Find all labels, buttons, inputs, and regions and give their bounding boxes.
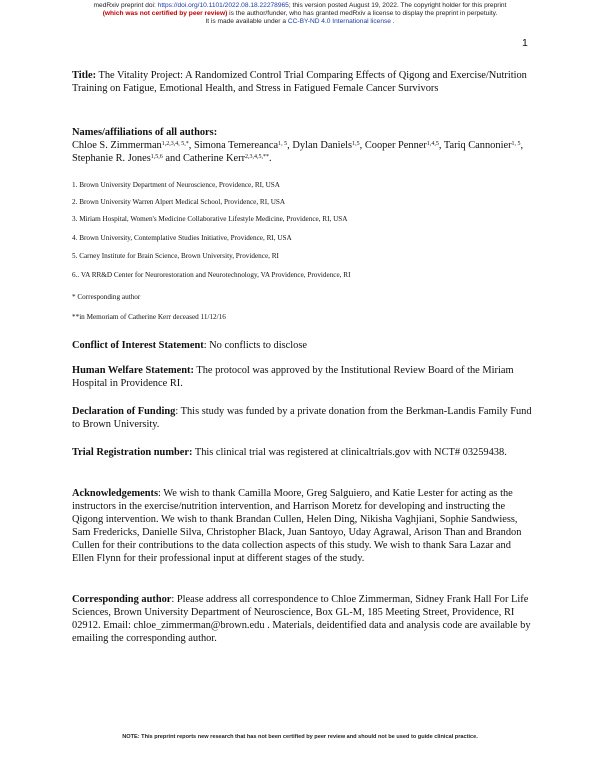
funding-label: Declaration of Funding bbox=[72, 406, 176, 417]
author-name: Cooper Penner bbox=[364, 140, 427, 151]
welfare-label: Human Welfare Statement: bbox=[72, 365, 194, 376]
author-affil-sup: 1, 5 bbox=[511, 141, 521, 147]
corresponding-note: * Corresponding author bbox=[72, 293, 141, 301]
email-link[interactable]: chloe_zimmerman@brown.edu bbox=[133, 620, 265, 631]
affiliation-6: 6.. VA RR&D Center for Neurorestoration and Neurotechnology, VA Providence, Providence, RI bbox=[72, 271, 351, 279]
preprint-footer-note: NOTE: This preprint reports new research that has not been certified by peer review and should not be used to guide clinical practice. bbox=[122, 734, 478, 740]
affiliation-1: 1. Brown University Department of Neuroscience, Providence, RI, USA bbox=[72, 181, 280, 189]
trial-label: Trial Registration number: bbox=[72, 447, 193, 458]
author-affil-sup: 1, 5 bbox=[278, 141, 288, 147]
ack-label: Acknowledgements bbox=[72, 488, 159, 499]
author-name: Tariq Cannonier bbox=[443, 140, 512, 151]
paper-title bbox=[72, 69, 534, 95]
title-text: The Vitality Project: A Randomized Control Trial Comparing Effects of Qigong and Exercise/Nutrition Training on Fatigue, Emotional Health, and Stress in Fatigued Female Cancer Survivors bbox=[72, 70, 527, 94]
header-line-1: medRxiv preprint doi: https://doi.org/10.1101/2022.08.18.22278965; this version posted August 19, 2022. The copyright holder for this preprint bbox=[93, 2, 507, 9]
conflict-statement: Conflict of Interest Statement: No conflicts to disclose bbox=[72, 340, 308, 351]
author-affil-sup: 2,3,4,5,** bbox=[245, 154, 270, 160]
author-name: Simona Temereanca bbox=[193, 140, 279, 151]
author-list: Chloe S. Zimmerman$^{1,2,3,4, 5,*}$, Simona Temereanca$^{1, 5}$, Dylan Daniels$^{1,5}$, Cooper Penner$^{1,4,5}$, Tariq Cannonier$^{1, 5}$, Stephanie R. Jones$^{1,5,6}$ and Catherine Kerr$^{2,3,4,5,**}$. bbox=[72, 140, 524, 164]
author-affil-sup: 1,5 bbox=[352, 141, 360, 147]
license-link[interactable]: CC-BY-ND 4.0 International license bbox=[287, 18, 391, 25]
corresponding-author: Corresponding author: Please address all correspondence to Chloe Zimmerman, Sidney Frank Hall For Life Sciences, Brown University Department of Neuroscience, Box GL-M, 185 Meeting Street, Providence, RI 02912. Email: chloe_zimmerman@brown.edu . Materials, deidentified data and analysis code are available by emailing the corresponding author. bbox=[72, 594, 531, 644]
author-affil-sup: 1,5,6 bbox=[150, 154, 163, 160]
title-label: Title: bbox=[72, 70, 97, 81]
author-name: Stephanie R. Jones bbox=[72, 153, 151, 164]
author-affil-sup: 1,4,5 bbox=[426, 141, 439, 147]
author-name: Chloe S. Zimmerman bbox=[72, 140, 162, 151]
memoriam-note: **in Memoriam of Catherine Kerr deceased 11/12/16 bbox=[72, 313, 226, 321]
authors-section bbox=[72, 126, 534, 165]
affiliation-4: 4. Brown University, Contemplative Studies Initiative, Providence, RI, USA bbox=[72, 234, 292, 242]
doi-link[interactable]: https://doi.org/10.1101/2022.08.18.22278965 bbox=[157, 2, 289, 9]
trial-registration: Trial Registration number: This clinical trial was registered at clinicaltrials.gov with NCT# 03259438. bbox=[72, 447, 507, 458]
conflict-label: Conflict of Interest Statement bbox=[72, 340, 204, 351]
corresponding-label: Corresponding author bbox=[72, 594, 172, 605]
acknowledgements: Acknowledgements: We wish to thank Camilla Moore, Greg Salguiero, and Katie Lester for acting as the instructors in the exercise/nutrition intervention, and Harrison Moretz for developing and instructing the Qigong intervention. We wish to thank Brandan Cullen, Helen Ding, Nikisha Vaghjiani, Sophie Sandwiess, Sam Fredericks, Danielle Silva, Christopher Black, Juan Santoyo, Uday Agrawal, Arison Than and Brandon Cullen for their contributions to the data collection aspects of this study. We wish to thank Sara Lazar and Ellen Flynn for their professional input at different stages of the study. bbox=[72, 488, 522, 564]
welfare-statement: Human Welfare Statement: The protocol was approved by the Institutional Review Board of the Miriam Hospital in Providence RI. bbox=[72, 365, 514, 389]
page-number: 1 bbox=[522, 37, 528, 49]
preprint-header bbox=[0, 2, 600, 26]
header-line-3: It is made available under a CC-BY-ND 4.0 International license . bbox=[205, 18, 395, 25]
authors-heading: Names/affiliations of all authors: bbox=[72, 127, 218, 138]
affiliation-2: 2. Brown University Warren Alpert Medical School, Providence, RI, USA bbox=[72, 198, 286, 206]
author-name: Catherine Kerr bbox=[183, 153, 246, 164]
author-affil-sup: 1,2,3,4, 5,* bbox=[161, 141, 189, 147]
affiliation-5: 5. Carney Institute for Brain Science, Brown University, Providence, RI bbox=[72, 252, 279, 260]
funding-statement: Declaration of Funding: This study was funded by a private donation from the Berkman-Landis Family Fund to Brown University. bbox=[72, 406, 532, 430]
affiliation-3: 3. Miriam Hospital, Women's Medicine Collaborative Lifestyle Medicine, Providence, RI, USA bbox=[72, 215, 348, 223]
header-line-2: (which was not certified by peer review) is the author/funder, who has granted medRxiv a license to display the preprint in perpetuity. bbox=[102, 10, 498, 17]
author-name: Dylan Daniels bbox=[292, 140, 353, 151]
peer-review-notice: (which was not certified by peer review) bbox=[102, 10, 228, 17]
